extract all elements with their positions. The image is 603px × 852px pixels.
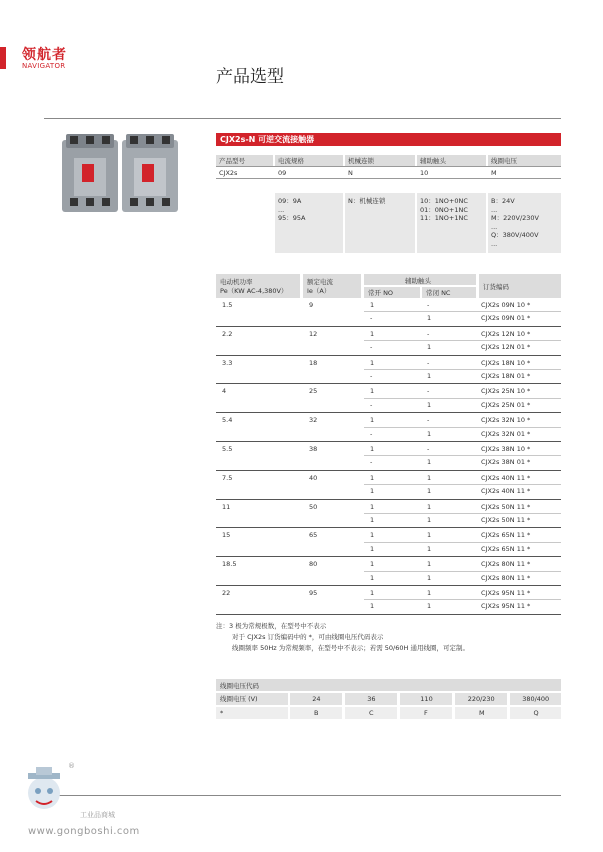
note-line-3: 线圈频率 50Hz 为常规频率，在型号中不表示；若需 50/60H 通用线圈，可定制。 bbox=[232, 644, 469, 652]
row-divider bbox=[216, 326, 561, 327]
coil-voltage-value: 110 bbox=[420, 695, 433, 703]
cell-order-code: CJX2s 18N 10 * bbox=[481, 358, 531, 367]
watermark-cn: 工业品商城 bbox=[80, 811, 115, 819]
divider bbox=[364, 369, 561, 370]
divider bbox=[216, 166, 561, 167]
header-current: 额定电流 bbox=[307, 278, 333, 286]
cell-order-code: CJX2s 80N 11 * bbox=[481, 573, 531, 582]
cell-nc: 1 bbox=[427, 560, 432, 569]
cell-order-code: CJX2s 25N 10 * bbox=[481, 387, 531, 396]
model-code-option: ... bbox=[278, 205, 285, 214]
coil-code-value: * bbox=[220, 709, 224, 717]
model-code-example: CJX2s bbox=[219, 169, 238, 177]
cell-nc: 1 bbox=[427, 314, 432, 323]
cell-current: 25 bbox=[309, 387, 318, 396]
cell-nc: 1 bbox=[427, 589, 432, 597]
divider bbox=[216, 178, 561, 179]
model-code-option: M：220V/230V bbox=[491, 214, 540, 222]
model-code-example: M bbox=[491, 169, 497, 177]
cell-no: - bbox=[370, 343, 373, 352]
model-code-header: 电流规格 bbox=[278, 157, 304, 165]
cell-power: 7.5 bbox=[222, 473, 233, 482]
cell-current: 40 bbox=[309, 473, 318, 482]
cell-no: - bbox=[370, 314, 373, 323]
row-divider bbox=[216, 556, 561, 557]
cell-power: 2.2 bbox=[222, 329, 233, 338]
cell-order-code: CJX2s 95N 11 * bbox=[481, 589, 531, 597]
cell-no: 1 bbox=[370, 416, 375, 425]
cell-nc: - bbox=[427, 445, 430, 453]
cell-nc: 1 bbox=[427, 343, 432, 352]
cell-nc: - bbox=[427, 329, 430, 338]
model-code-header: 产品型号 bbox=[219, 157, 245, 165]
cell-nc: 1 bbox=[427, 429, 432, 438]
divider bbox=[364, 427, 561, 428]
cell-no: 1 bbox=[370, 473, 375, 482]
row-divider bbox=[216, 412, 561, 413]
coil-code-value: C bbox=[369, 709, 374, 717]
coil-voltage-value: 380/400 bbox=[522, 695, 550, 703]
header-code: 订货编码 bbox=[483, 283, 509, 291]
cell-current: 32 bbox=[309, 416, 318, 425]
header-power-sub: Pe（KW AC-4,380V） bbox=[220, 287, 288, 295]
divider bbox=[44, 795, 561, 796]
coil-voltage-value: 线圈电压 (V) bbox=[220, 695, 258, 703]
model-code-header: 线圈电压 bbox=[491, 157, 517, 165]
cell-no: - bbox=[370, 458, 373, 467]
model-code-example: 10 bbox=[420, 169, 429, 177]
coil-voltage-value: 36 bbox=[367, 695, 376, 703]
divider bbox=[364, 340, 561, 341]
cell-order-code: CJX2s 80N 11 * bbox=[481, 560, 531, 569]
model-code-header: 辅助触头 bbox=[420, 157, 446, 165]
model-code-option: ... bbox=[491, 239, 498, 248]
cell-order-code: CJX2s 40N 11 * bbox=[481, 487, 531, 496]
cell-no: 1 bbox=[370, 560, 375, 569]
cell-order-code: CJX2s 32N 01 * bbox=[481, 429, 531, 438]
cell-nc: 1 bbox=[427, 400, 432, 409]
header-no: 常开 NO bbox=[368, 289, 394, 297]
cell-no: 1 bbox=[370, 602, 375, 611]
cell-nc: - bbox=[427, 301, 430, 309]
cell-no: 1 bbox=[370, 445, 375, 453]
coil-code-value: Q bbox=[533, 709, 539, 717]
cell-order-code: CJX2s 65N 11 * bbox=[481, 531, 531, 540]
cell-power: 22 bbox=[222, 589, 231, 597]
cell-no: 1 bbox=[370, 589, 375, 597]
cell-nc: - bbox=[427, 416, 430, 425]
divider bbox=[364, 513, 561, 514]
row-divider bbox=[216, 614, 561, 615]
row-divider bbox=[216, 470, 561, 471]
section-title: CJX2s-N 可逆交流接触器 bbox=[216, 133, 561, 146]
header-power: 电动机功率 bbox=[220, 278, 253, 286]
brand-logo-en: NAVIGATOR bbox=[22, 62, 66, 70]
cell-order-code: CJX2s 18N 01 * bbox=[481, 372, 531, 380]
cell-order-code: CJX2s 09N 01 * bbox=[481, 314, 531, 323]
header-aux: 辅助触头 bbox=[405, 277, 431, 285]
note-line-1: 注：3 极为常规极数，在型号中不表示 bbox=[216, 622, 327, 630]
cell-power: 11 bbox=[222, 502, 231, 511]
cell-nc: 1 bbox=[427, 544, 432, 553]
coil-code-value: B bbox=[314, 709, 319, 717]
cell-nc: 1 bbox=[427, 372, 432, 380]
cell-no: 1 bbox=[370, 544, 375, 553]
row-divider bbox=[216, 355, 561, 356]
coil-code-value: M bbox=[479, 709, 485, 717]
model-code-option: ... bbox=[491, 222, 498, 231]
cell-bg bbox=[216, 707, 288, 719]
model-code-option: 01：0NO+1NC bbox=[420, 205, 468, 214]
row-divider bbox=[216, 441, 561, 442]
cell-current: 50 bbox=[309, 502, 318, 511]
cell-current: 9 bbox=[309, 301, 314, 309]
cell-order-code: CJX2s 40N 11 * bbox=[481, 473, 531, 482]
coil-voltage-value: 220/230 bbox=[467, 695, 495, 703]
model-code-header: 机械连锁 bbox=[348, 157, 374, 165]
cell-no: 1 bbox=[370, 301, 375, 309]
header-current-sub: Ie（A） bbox=[307, 287, 331, 295]
cell-order-code: CJX2s 95N 11 * bbox=[481, 602, 531, 611]
mascot-robot-icon bbox=[18, 765, 74, 821]
model-code-option: N：机械连锁 bbox=[348, 197, 386, 205]
cell-no: 1 bbox=[370, 531, 375, 540]
cell-nc: - bbox=[427, 358, 430, 367]
cell-nc: 1 bbox=[427, 573, 432, 582]
coil-voltage-value: 24 bbox=[312, 695, 321, 703]
model-code-option: B：24V bbox=[491, 197, 515, 205]
divider bbox=[364, 311, 561, 312]
page-title: 产品选型 bbox=[216, 67, 284, 87]
cell-order-code: CJX2s 50N 11 * bbox=[481, 502, 531, 511]
cell-order-code: CJX2s 25N 01 * bbox=[481, 400, 531, 409]
cell-order-code: CJX2s 32N 10 * bbox=[481, 416, 531, 425]
brand-logo-cn: 领航者 bbox=[22, 47, 67, 63]
divider bbox=[364, 398, 561, 399]
cell-power: 5.4 bbox=[222, 416, 233, 425]
cell-order-code: CJX2s 50N 11 * bbox=[481, 516, 531, 524]
model-code-option: 11：1NO+1NC bbox=[420, 214, 468, 222]
divider bbox=[364, 455, 561, 456]
model-code-option: 95：95A bbox=[278, 214, 306, 222]
row-divider bbox=[216, 383, 561, 384]
cell-nc: 1 bbox=[427, 473, 432, 482]
cell-nc: - bbox=[427, 387, 430, 396]
cell-nc: 1 bbox=[427, 458, 432, 467]
cell-order-code: CJX2s 38N 01 * bbox=[481, 458, 531, 467]
cell-no: - bbox=[370, 429, 373, 438]
divider bbox=[364, 599, 561, 600]
cell-power: 15 bbox=[222, 531, 231, 540]
row-divider bbox=[216, 527, 561, 528]
cell-no: - bbox=[370, 372, 373, 380]
cell-no: 1 bbox=[370, 329, 375, 338]
cell-current: 65 bbox=[309, 531, 318, 540]
cell-power: 18.5 bbox=[222, 560, 237, 569]
cell-no: 1 bbox=[370, 358, 375, 367]
cell-power: 3.3 bbox=[222, 358, 233, 367]
cell-nc: 1 bbox=[427, 602, 432, 611]
divider bbox=[44, 118, 561, 119]
divider bbox=[364, 542, 561, 543]
model-code-example: N bbox=[348, 169, 353, 177]
brand-bar bbox=[0, 47, 6, 69]
header-cell-bg bbox=[216, 679, 561, 691]
cell-nc: 1 bbox=[427, 502, 432, 511]
row-divider bbox=[216, 499, 561, 500]
divider bbox=[364, 571, 561, 572]
model-code-example: 09 bbox=[278, 169, 287, 177]
header-nc: 常闭 NC bbox=[426, 289, 451, 297]
cell-nc: 1 bbox=[427, 516, 432, 524]
divider bbox=[364, 484, 561, 485]
row-divider bbox=[216, 585, 561, 586]
registered-mark: ® bbox=[68, 762, 75, 770]
model-code-option: ... bbox=[491, 205, 498, 214]
cell-current: 95 bbox=[309, 589, 318, 597]
cell-nc: 1 bbox=[427, 487, 432, 496]
contactor-product-image bbox=[60, 134, 180, 214]
model-code-option: 10：1NO+0NC bbox=[420, 197, 468, 205]
cell-order-code: CJX2s 12N 10 * bbox=[481, 329, 531, 338]
cell-current: 38 bbox=[309, 445, 318, 453]
cell-order-code: CJX2s 65N 11 * bbox=[481, 544, 531, 553]
cell-current: 18 bbox=[309, 358, 318, 367]
cell-no: 1 bbox=[370, 487, 375, 496]
cell-order-code: CJX2s 09N 10 * bbox=[481, 301, 531, 309]
cell-no: 1 bbox=[370, 516, 375, 524]
coil-code-value: F bbox=[424, 709, 428, 717]
coil-title: 线圈电压代码 bbox=[220, 682, 259, 690]
model-code-option: Q：380V/400V bbox=[491, 231, 539, 239]
cell-nc: 1 bbox=[427, 531, 432, 540]
cell-no: 1 bbox=[370, 387, 375, 396]
cell-power: 4 bbox=[222, 387, 227, 396]
cell-no: 1 bbox=[370, 502, 375, 511]
cell-power: 5.5 bbox=[222, 445, 233, 453]
cell-order-code: CJX2s 12N 01 * bbox=[481, 343, 531, 352]
cell-power: 1.5 bbox=[222, 301, 233, 309]
cell-no: - bbox=[370, 400, 373, 409]
cell-current: 80 bbox=[309, 560, 318, 569]
watermark-url: www.gongboshi.com bbox=[28, 826, 140, 837]
cell-no: 1 bbox=[370, 573, 375, 582]
cell-current: 12 bbox=[309, 329, 318, 338]
model-code-option: 09：9A bbox=[278, 197, 302, 205]
cell-order-code: CJX2s 38N 10 * bbox=[481, 445, 531, 453]
note-line-2: 对于 CJX2s 订货编码中的 *，可由线圈电压代码表示 bbox=[232, 633, 384, 641]
